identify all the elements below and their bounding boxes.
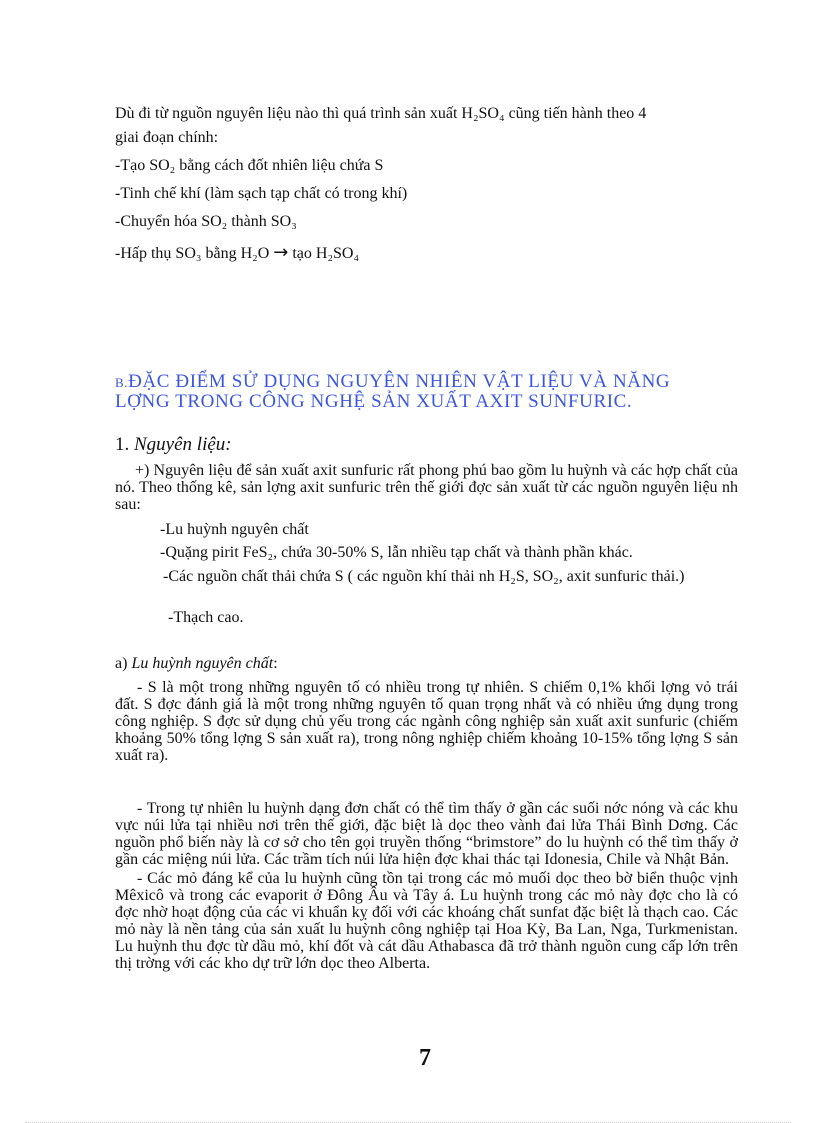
subsection-a-title: Lu huỳnh nguyên chất — [131, 655, 274, 672]
subsection-1-title: Nguyên liệu: — [134, 434, 232, 455]
subsection-1-number: 1. — [115, 434, 130, 455]
subsection-1-heading — [115, 434, 232, 456]
step-4-result: tạo H₂SO₄ — [292, 245, 360, 262]
intro-line-2: giai đoạn chính: — [115, 129, 219, 146]
step-1: -Tạo SO₂ bằng cách đốt nhiên liệu chứa S — [115, 157, 384, 174]
materials-item-4: -Thạch cao. — [168, 609, 244, 626]
subsection-a-heading: a) Lu huỳnh nguyên chất: — [115, 655, 278, 672]
step-3: -Chuyển hóa SO₂ thành SO₃ — [115, 213, 297, 230]
materials-item-1: -Lu huỳnh nguyên chất — [160, 521, 309, 538]
step-2: -Tinh chế khí (làm sạch tạp chất có trong khí) — [115, 185, 408, 202]
section-b-heading-line-2: LỢNG TRONG CÔNG NGHỆ SẢN XUẤT AXIT SUNFURIC. — [115, 391, 633, 412]
page-number: 7 — [419, 1045, 431, 1071]
subsection-a-prefix: a) — [115, 655, 128, 672]
materials-intro: +) Nguyên liệu để sản xuất axit sunfuric rất phong phú bao gồm lu huỳnh và các hợp chất của nó. Theo thống kê, sản lợng axit sunfuric trên thế giới đợc sản xuất từ các nguồn nguyên liệu nh sau: — [115, 462, 738, 513]
right-arrow-icon: → — [273, 242, 289, 263]
step-4 — [115, 244, 359, 262]
paragraph-1: - S là một trong những nguyên tố có nhiều trong tự nhiên. S chiếm 0,1% khối lợng vỏ trái đất. S đợc đánh giá là một trong những nguyên tố quan trọng nhất và có nhiều ứng dụng trong công nghiệp. S đợc sử dụng chủ yếu trong các ngành công nghiệp sản xuất axit sunfuric (chiếm khoảng 50% tổng lợng S sản xuất ra), trong nông nghiệp chiếm khoảng 10-15% tổng lợng S sản xuất ra). — [115, 679, 738, 764]
paragraph-3: - Các mỏ đáng kể của lu huỳnh cũng tồn tại trong các mỏ muối dọc theo bờ biển thuộc vịnh Mêxicô và trong các evaporit ở Đông Âu và Tây á. Lu huỳnh trong các mỏ này đợc cho là có đợc nhờ hoạt động của các vi khuẩn kỵ đối với các khoáng chất sunfat đặc biệt là thạch cao. Các mỏ này là nền tảng của sản xuất lu huỳnh công nghiệp tại Hoa Kỳ, Ba Lan, Nga, Turkmenistan. Lu huỳnh thu đợc từ dầu mỏ, khí đốt và cát dầu Athabasca đã trở thành nguồn cung cấp lớn trên thị trờng với các kho dự trữ lớn dọc theo Alberta. — [115, 870, 738, 972]
paragraph-2: - Trong tự nhiên lu huỳnh dạng đơn chất có thể tìm thấy ở gần các suối nớc nóng và các khu vực núi lửa tại nhiều nơi trên thế giới, đặc biệt là dọc theo vành đai lửa Thái Bình Dơng. Các nguồn phổ biến này là cơ sở cho tên gọi truyền thống “brimstore” do lu huỳnh có thể tìm thấy ở gần các miệng núi lửa. Các trầm tích núi lửa hiện đợc khai thác tại Idonesia, Chile và Nhật Bản. — [115, 800, 738, 868]
section-b-heading-line-1: B.ĐẶC ĐIỂM SỬ DỤNG NGUYÊN NHIÊN VẬT LIỆU VÀ NĂNG — [115, 371, 671, 392]
materials-item-3: -Các nguồn chất thải chứa S ( các nguồn khí thải nh H₂S, SO₂, axit sunfuric thải.) — [163, 568, 685, 585]
step-4-text: -Hấp thụ SO₃ bằng H₂O — [115, 245, 270, 262]
materials-item-2: -Quặng pirit FeS₂, chứa 30-50% S, lẫn nhiều tạp chất và thành phần khác. — [160, 544, 633, 561]
intro-line-1: Dù đi từ nguồn nguyên liệu nào thì quá trình sản xuất H₂SO₄ cũng tiến hành theo 4 — [115, 105, 647, 122]
section-b-prefix: B. — [115, 375, 129, 390]
section-b-heading — [115, 372, 745, 411]
